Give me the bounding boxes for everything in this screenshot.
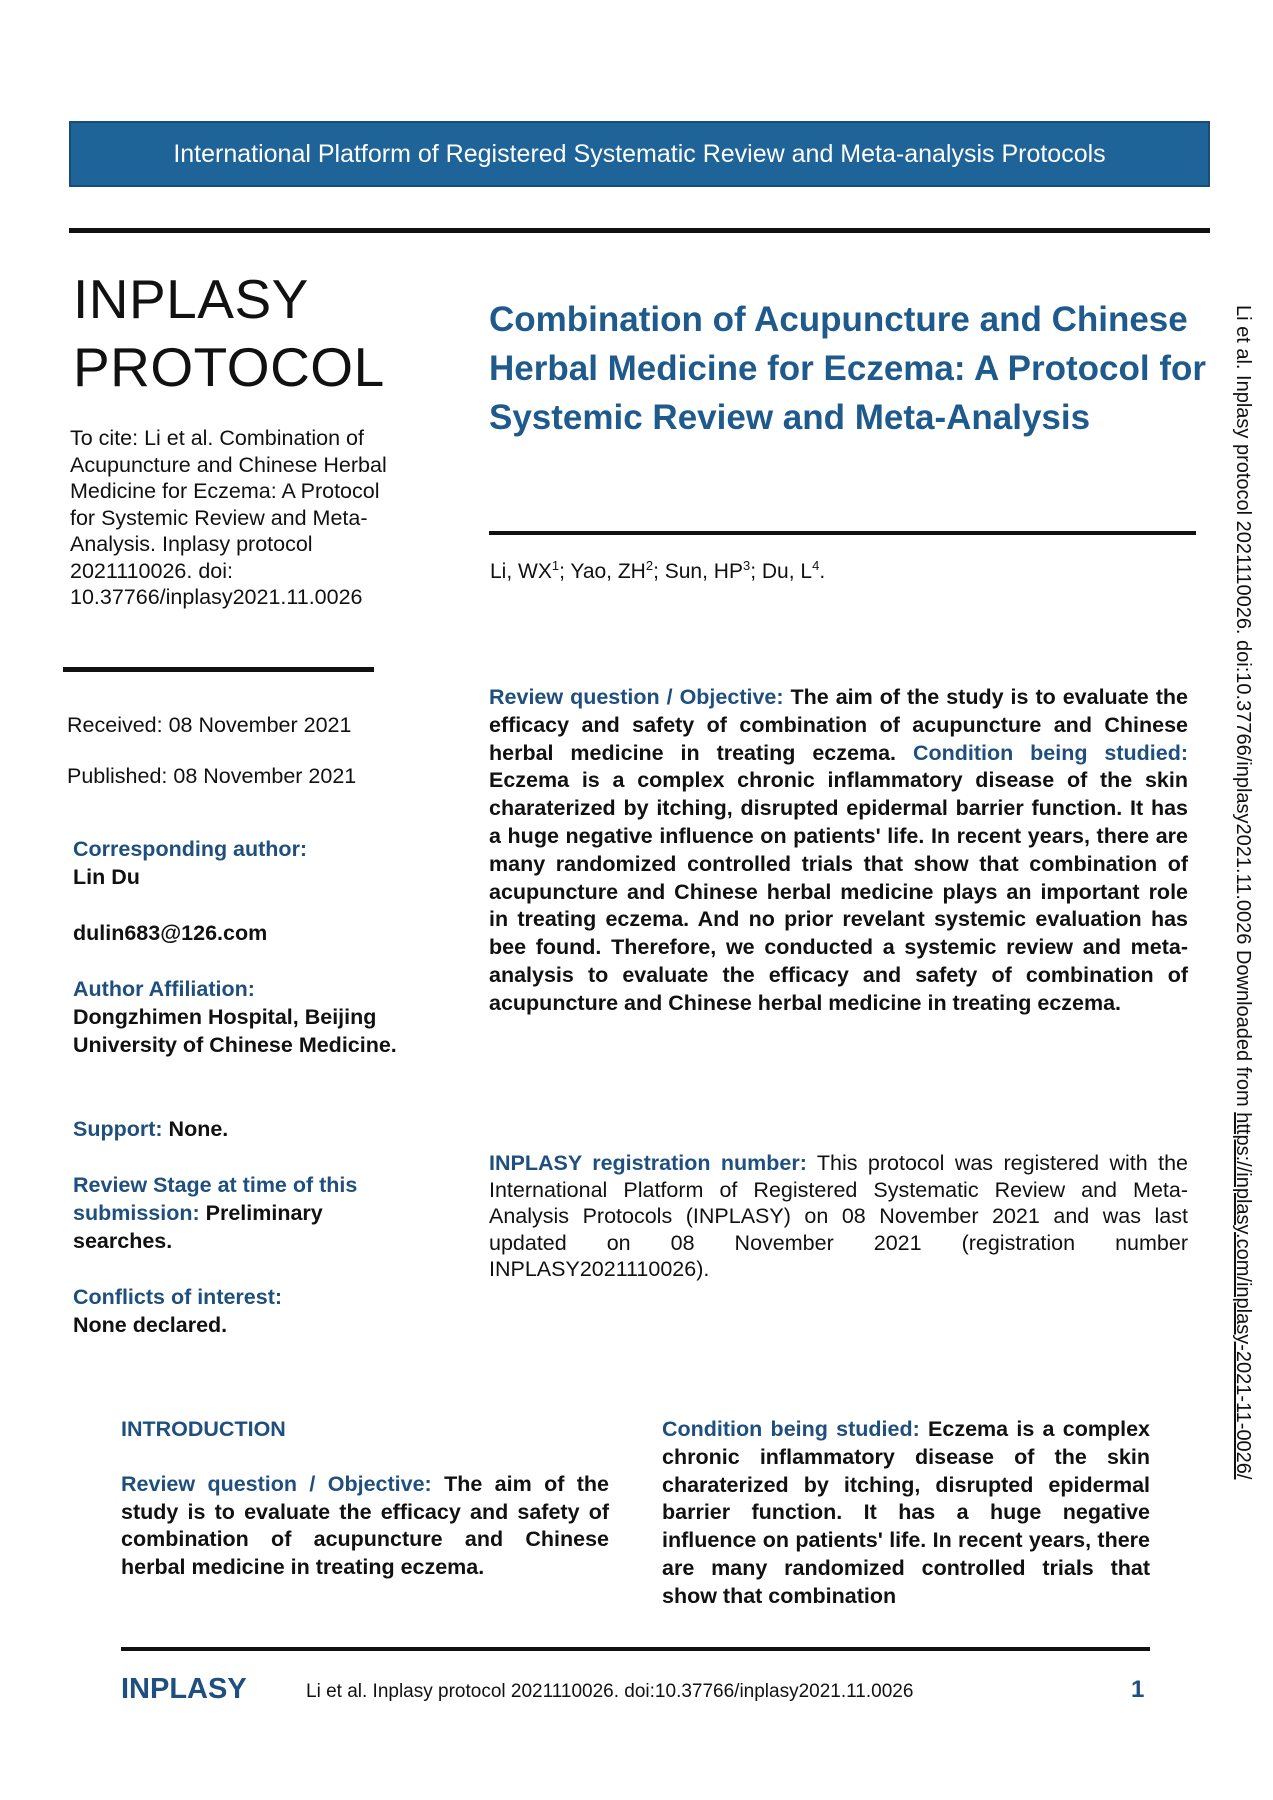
author-1-affil: 1: [551, 558, 560, 573]
download-side-note: [1231, 305, 1255, 1705]
registration-block: [489, 1150, 1188, 1283]
affiliation-label: Author Affiliation:: [73, 977, 255, 1001]
author-1: Li, WX: [490, 560, 552, 583]
side-note-text: Li et al. Inplasy protocol 2021110026. doi:10.37766/inplasy2021.11.0026 Downloaded from: [1232, 305, 1254, 1113]
footer-brand: INPLASY: [121, 1673, 247, 1705]
author-3: ; Sun, HP: [653, 560, 743, 583]
intro-objective-label: Review question / Objective:: [121, 1471, 432, 1496]
title-rule: [489, 531, 1196, 535]
author-4-affil: 4: [812, 558, 820, 573]
published-date: Published: 08 November 2021: [67, 764, 357, 788]
condition-text: Eczema is a complex chronic inflammatory disease of the skin charaterized by itching, disrupted epidermal barrier function. It has a huge negative influence on patients' life. In recent years, there are many randomized controlled trials that show that combination of acupuncture and Chinese herbal medicine plays an important role in treating eczema. And no prior revelant systemic evaluation has bee found. Therefore, we conducted a systemic review and meta-analysis to evaluate the efficacy and safety of combination of acupuncture and Chinese herbal medicine in treating eczema.: [489, 768, 1188, 1015]
intro-condition-section: [662, 1416, 1150, 1611]
citation-text: To cite: Li et al. Combination of Acupuncture and Chinese Herbal Medicine for Eczema: A Protocol for Systemic Review and Meta-Analysis. Inplasy protocol 2021110026. doi: 10.37766/inplasy2021.11.0026: [70, 426, 387, 609]
objective-label: Review question / Objective:: [489, 685, 784, 709]
registration-text: This protocol was registered with the International Platform of Registered Systematic Review and Meta-Analysis Protocols (INPLASY) on 08 November 2021 and was last updated on 08 November 2021 (registration number INPLASY2021110026).: [489, 1151, 1188, 1281]
platform-banner: International Platform of Registered Systematic Review and Meta-analysis Protocols: [69, 121, 1210, 187]
introduction-section: [121, 1416, 609, 1582]
registration-label: INPLASY registration number:: [489, 1151, 807, 1175]
abstract: [489, 684, 1188, 1018]
corresponding-author-block: [73, 835, 423, 891]
author-3-affil: 3: [742, 558, 751, 573]
support-block: [73, 1115, 423, 1143]
conflicts-label: Conflicts of interest:: [73, 1285, 283, 1309]
brand-line-2: PROTOCOL: [73, 336, 385, 398]
author-2-affil: 2: [645, 558, 654, 573]
affiliation-block: [73, 975, 423, 1059]
footer-rule: [121, 1647, 1150, 1651]
author-list: [490, 558, 825, 584]
footer-citation: Li et al. Inplasy protocol 2021110026. doi:10.37766/inplasy2021.11.0026: [306, 1681, 914, 1702]
protocol-brand: [73, 265, 385, 401]
author-4: ; Du, L: [750, 560, 813, 583]
conflicts-block: [73, 1283, 423, 1339]
objective-text: The aim of the study is to evaluate the efficacy and safety of combination of acupuncture and Chinese herbal medicine in treating eczema.: [489, 685, 1188, 765]
intro-objective-text: The aim of the study is to evaluate the efficacy and safety of combination of acupuncture and Chinese herbal medicine in treating eczema.: [121, 1471, 609, 1580]
review-stage-label: Review Stage at time of this submission:: [73, 1173, 358, 1225]
introduction-heading: INTRODUCTION: [121, 1417, 286, 1441]
intro-condition-label: Condition being studied:: [662, 1417, 920, 1441]
affiliation-text: Dongzhimen Hospital, Beijing University of Chinese Medicine.: [73, 1005, 397, 1057]
condition-label: Condition being studied:: [912, 740, 1189, 765]
corresponding-author-label: Corresponding author:: [73, 837, 308, 861]
review-stage-block: [73, 1171, 423, 1255]
brand-line-1: INPLASY: [73, 268, 309, 330]
corresponding-author-name: Lin Du: [73, 865, 140, 889]
top-rule: [69, 228, 1210, 233]
author-email: dulin683@126.com: [73, 921, 268, 945]
author-list-end: .: [819, 560, 826, 583]
conflicts-text: None declared.: [73, 1313, 228, 1337]
author-2: ; Yao, ZH: [559, 560, 646, 583]
sidebar-rule: [63, 667, 374, 672]
support-label: Support:: [73, 1117, 163, 1141]
page-number: 1: [1131, 1676, 1145, 1703]
side-note-link[interactable]: https://inplasy.com/inplasy-2021-11-0026/: [1232, 1112, 1254, 1480]
support-text: None.: [168, 1117, 229, 1141]
intro-condition-text: Eczema is a complex chronic inflammatory disease of the skin charaterized by itching, disrupted epidermal barrier function. It has a huge negative influence on patients' life. In recent years, there are many randomized controlled trials that show that combination: [662, 1417, 1150, 1608]
received-date: Received: 08 November 2021: [67, 713, 352, 737]
review-stage-text: Preliminary searches.: [73, 1201, 323, 1253]
paper-title: Combination of Acupuncture and Chinese Herbal Medicine for Eczema: A Protocol for Systemic Review and Meta-Analysis: [489, 300, 1206, 437]
